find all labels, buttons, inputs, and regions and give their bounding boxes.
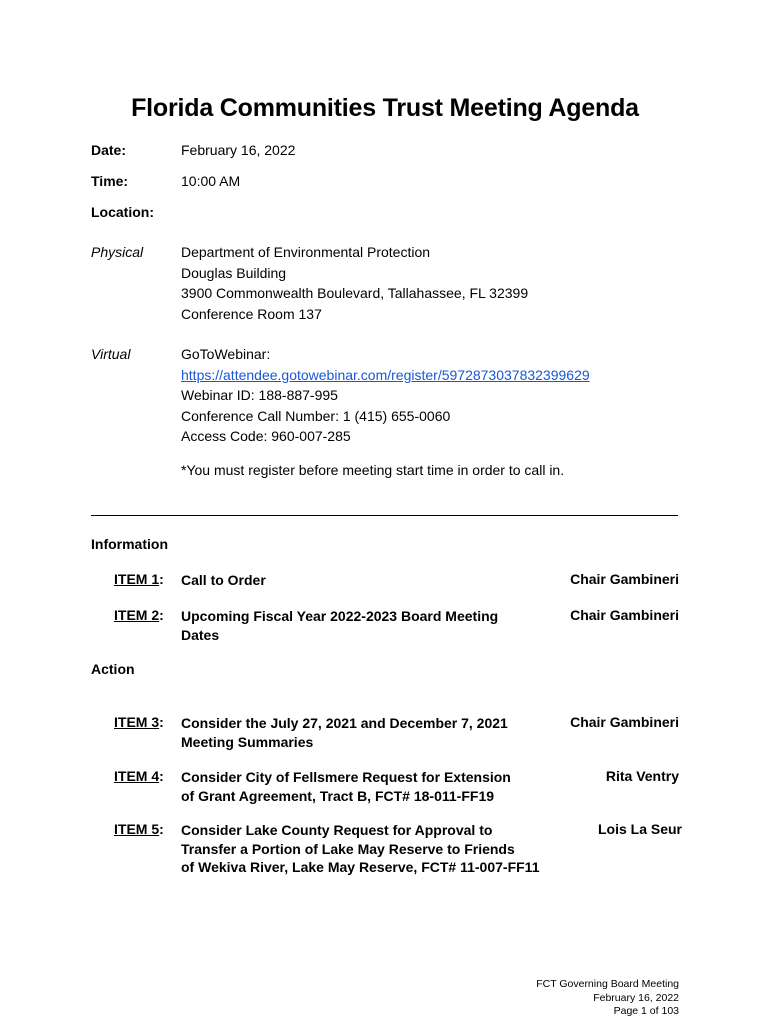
- virtual-details: [181, 344, 590, 447]
- time-value: 10:00 AM: [181, 173, 241, 189]
- time-label: Time:: [91, 173, 129, 189]
- date-label: Date:: [91, 142, 127, 158]
- divider: [91, 515, 678, 516]
- item-number: ITEM 1:: [114, 571, 164, 587]
- item-number: ITEM 5:: [114, 821, 164, 837]
- section-information: Information: [91, 536, 168, 552]
- footer-page-number: Page 1 of 103: [613, 1005, 679, 1017]
- address-line: Douglas Building: [181, 264, 287, 281]
- item-title: Call to Order: [181, 572, 266, 588]
- call-number: Conference Call Number: 1 (415) 655-0060: [181, 407, 451, 424]
- item-title: Consider City of Fellsmere Request for Extension of Grant Agreement, Tract B, FCT# 18-011-FF19: [181, 769, 511, 804]
- page-title: Florida Communities Trust Meeting Agenda: [131, 94, 639, 122]
- footer-date: February 16, 2022: [593, 991, 679, 1004]
- item-title: Consider Lake County Request for Approval to Transfer a Portion of Lake May Reserve to Friends of Wekiva River, Lake May Reserve, FCT# 11-007-FF11: [181, 822, 540, 875]
- item-presenter: Lois La Seur: [597, 821, 682, 837]
- item-number: ITEM 2:: [114, 607, 164, 623]
- registration-link[interactable]: https://attendee.gotowebinar.com/register/5972873037832399629: [181, 366, 590, 383]
- item-presenter: Chair Gambineri: [570, 571, 679, 587]
- location-label: Location:: [91, 204, 154, 220]
- physical-label: Physical: [91, 244, 144, 260]
- section-action: Action: [91, 661, 135, 677]
- page-footer: [536, 978, 679, 1019]
- item-title: Consider the July 27, 2021 and December 7, 2021 Meeting Summaries: [181, 715, 508, 750]
- item-presenter: Rita Ventry: [605, 768, 679, 784]
- date-value: February 16, 2022: [181, 142, 296, 158]
- item-number: ITEM 4:: [114, 768, 164, 784]
- registration-note: *You must register before meeting start time in order to call in.: [181, 462, 565, 478]
- platform-name: GoToWebinar:: [181, 346, 271, 362]
- address-line: Conference Room 137: [181, 305, 322, 322]
- address-line: Department of Environmental Protection: [181, 244, 431, 260]
- access-code: Access Code: 960-007-285: [181, 428, 351, 444]
- footer-meeting: FCT Governing Board Meeting: [536, 978, 679, 990]
- item-title: Upcoming Fiscal Year 2022-2023 Board Meeting Dates: [181, 608, 499, 643]
- physical-address: [181, 242, 528, 324]
- webinar-id: Webinar ID: 188-887-995: [181, 387, 338, 403]
- item-presenter: Chair Gambineri: [570, 714, 679, 730]
- address-line: 3900 Commonwealth Boulevard, Tallahassee, FL 32399: [181, 285, 529, 301]
- virtual-label: Virtual: [91, 346, 131, 362]
- item-presenter: Chair Gambineri: [570, 607, 679, 623]
- item-number: ITEM 3:: [114, 714, 164, 730]
